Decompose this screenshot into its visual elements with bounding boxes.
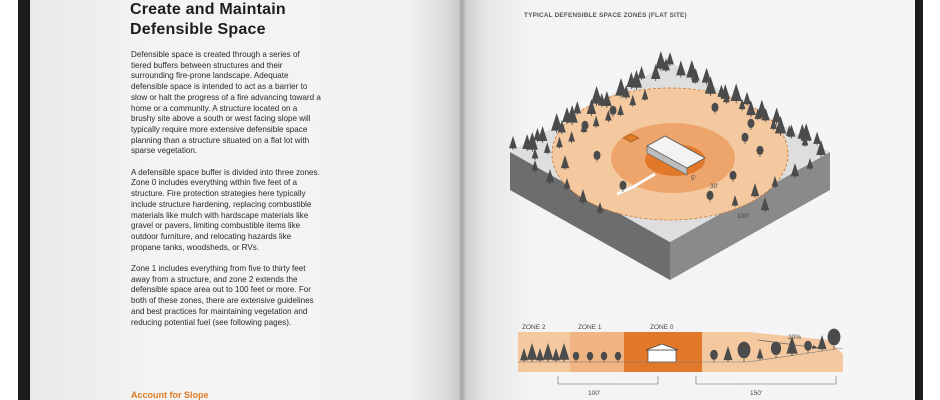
heading-line-2: Defensible Space xyxy=(130,21,266,38)
zone-0-dimension: 5' xyxy=(691,175,696,182)
page-heading xyxy=(130,0,286,40)
book-spine xyxy=(458,0,466,400)
dimension-bracket-left xyxy=(558,376,658,384)
zone-2-dimension: 100' xyxy=(737,213,750,220)
zone-2-label: ZONE 2 xyxy=(522,324,546,331)
tree-icon xyxy=(666,52,674,66)
tree-icon xyxy=(731,83,742,103)
section-house xyxy=(648,350,676,362)
tree-icon xyxy=(509,136,517,150)
slope-percent-label: 20% xyxy=(788,334,802,341)
subheading: Account for Slope xyxy=(131,390,209,400)
tree-icon xyxy=(743,92,751,106)
paragraph-2: A defensible space buffer is divided into three zones. Zone 0 includes everything within five feet of a structure. Fire protection strategies here typically include structure hardening, replacing combustible materials like mulch with hardscape materials like gravel or pavers, limiting combustible items like outdoor furniture, and relocating hazards like propane tanks, woodsheds, or RVs. xyxy=(131,167,320,252)
figure-title: TYPICAL DEFENSIBLE SPACE ZONES (FLAT SITE) xyxy=(524,12,687,19)
body-text xyxy=(131,50,321,339)
tree-icon xyxy=(813,132,821,146)
dimension-right-label: 150' xyxy=(750,390,763,397)
zone-1-dimension: 30' xyxy=(710,183,719,190)
isometric-site-illustration xyxy=(505,22,845,302)
zone-section-diagram xyxy=(518,318,848,400)
zone-1-band xyxy=(570,332,624,372)
dimension-left-label: 100' xyxy=(588,390,601,397)
heading-line-1: Create and Maintain xyxy=(130,1,286,18)
dimension-bracket-right xyxy=(696,376,836,384)
paragraph-1: Defensible space is created through a series of tiered buffers between structures and their surrounding fire-prone landscape. Adequate defensible space is intended to act as a barrier to slow or halt the progress of a fire advancing toward a home or a community. A structure located on a brushy site above a south or west facing slope will typically require more extensive defensible space planning than a structure situated on a flat lot with sparse vegetation. xyxy=(131,50,321,156)
zone-0-label: ZONE 0 xyxy=(650,324,674,331)
tree-icon xyxy=(638,66,646,80)
zone-1-label: ZONE 1 xyxy=(578,324,602,331)
paragraph-3: Zone 1 includes everything from five to thirty feet away from a structure, and zone 2 extends the defensible space area out to 100 feet or more. For both of these zones, there are extensive guidelines and best practices for maintaining vegetation and reducing potential fuel (see following pages). xyxy=(131,264,314,327)
tree-icon xyxy=(573,101,581,115)
